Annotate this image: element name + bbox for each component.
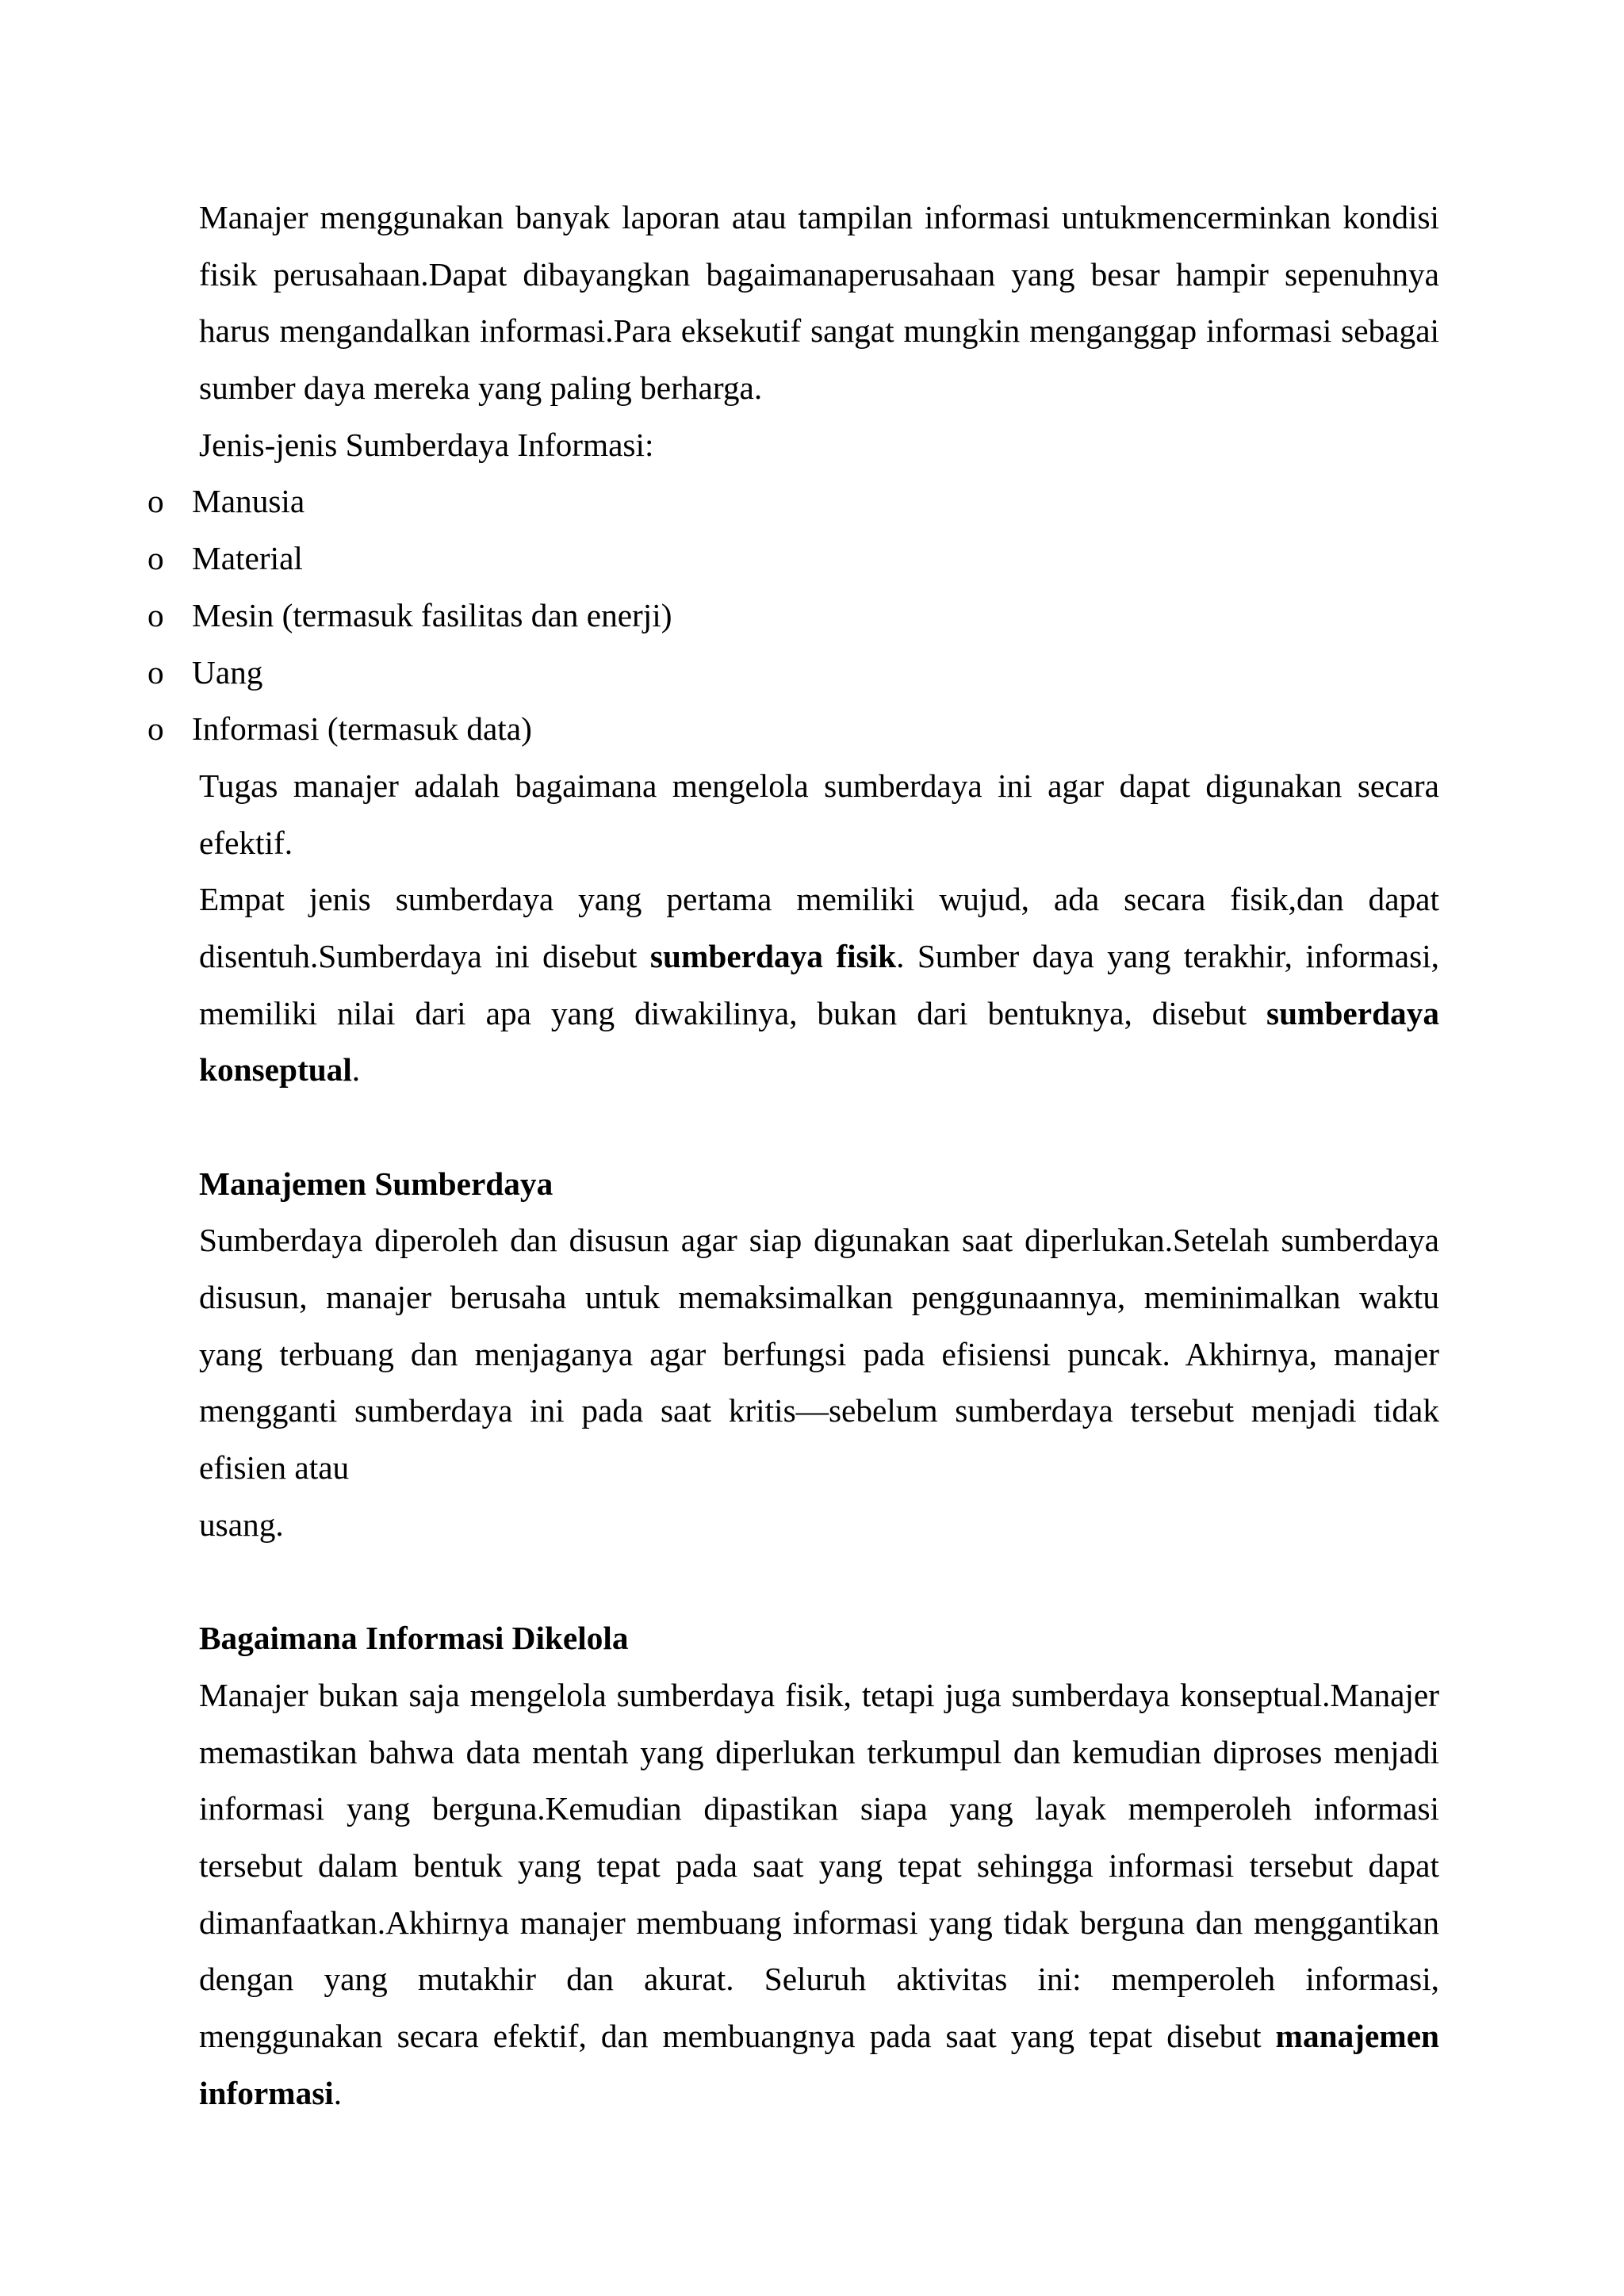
paragraph-line [199,985,1439,1043]
paragraph-line: usang. [199,1506,284,1543]
resource-type-list [147,473,1439,757]
paragraph-line [199,1042,1439,1099]
list-item [147,473,1439,530]
line-text: . [351,1051,361,1089]
paragraph-line [199,928,1439,985]
bold-term: sumberdaya fisik [649,937,897,974]
line-text: . [333,2074,343,2111]
paragraph-line: sumber daya mereka yang paling berharga. [199,369,763,407]
paragraph-line: memastikan bahwa data mentah yang diperlukan terkumpul dan kemudian diproses menjadi [199,1733,1439,1770]
list-bullet: o [147,653,164,691]
paragraph-line [199,2065,1439,2122]
list-item [147,587,1439,645]
paragraph-line: fisik perusahaan.Dapat dibayangkan bagaimanaperusahaan yang besar hampir sepenuhnya [199,255,1439,293]
resource-management-section [199,1156,1439,1554]
list-item-label: Manusia [192,483,305,520]
paragraph-line: mengganti sumberdaya ini pada saat kritis—sebelum sumberdaya tersebut menjadi tidak [199,1392,1439,1429]
bold-term: manajemen [1275,2018,1439,2054]
list-bullet: o [147,540,164,577]
intro-paragraph [199,189,1439,417]
bold-term: konseptual [199,1051,352,1089]
bold-term: informasi [199,2074,334,2111]
list-item [147,530,1439,587]
paragraph-line [199,2008,1439,2065]
information-management-section [199,1610,1439,2122]
paragraph-line: informasi yang berguna.Kemudian dipastikan siapa yang layak memperoleh informasi [199,1790,1439,1827]
paragraph-line: Sumberdaya diperoleh dan disusun agar siap digunakan saat diperlukan.Setelah sumberdaya [199,1222,1439,1259]
document-body [147,189,1439,2122]
section-heading: Bagaimana Informasi Dikelola [199,1620,629,1657]
list-item-label: Material [192,540,303,577]
paragraph-line: yang terbuang dan menjaganya agar berfungsi pada efisiensi puncak. Akhirnya, manajer [199,1335,1439,1372]
list-item-label: Uang [192,653,263,691]
line-text: memiliki nilai dari apa yang diwakilinya, bukan dari bentuknya, disebut [199,994,1267,1031]
line-text: menggunakan secara efektif, dan membuangnya pada saat yang tepat disebut [199,2018,1276,2054]
list-bullet: o [147,710,164,748]
list-item [147,645,1439,702]
bold-term: sumberdaya [1266,994,1439,1031]
paragraph-line: Manajer menggunakan banyak laporan atau tampilan informasi untukmencerminkan kondisi [199,199,1439,235]
physical-conceptual-paragraph [199,871,1439,1099]
list-bullet: o [147,596,164,633]
line-text: . Sumber daya yang terakhir, informasi, [896,937,1439,974]
list-item-label: Mesin (termasuk fasilitas dan enerji) [192,596,672,633]
paragraph-line: efisien atau [199,1449,350,1487]
list-title: Jenis-jenis Sumberdaya Informasi: [199,426,654,463]
manager-task-paragraph [199,758,1439,871]
paragraph-line: Tugas manajer adalah bagaimana mengelola sumberdaya ini agar dapat digunakan secara [199,767,1439,804]
paragraph-line: Manajer bukan saja mengelola sumberdaya fisik, tetapi juga sumberdaya konseptual.Manajer [199,1676,1439,1713]
paragraph-line: harus mengandalkan informasi.Para eksekutif sangat mungkin menganggap informasi sebagai [199,312,1439,350]
list-item-label: Informasi (termasuk data) [192,710,532,748]
blank-line [199,1099,1439,1156]
line-text: disentuh.Sumberdaya ini disebut [199,937,650,974]
paragraph-line: efektif. [199,824,293,861]
blank-line [199,1554,1439,1611]
paragraph-line: tersebut dalam bentuk yang tepat pada saat yang tepat sehingga informasi tersebut dapat [199,1846,1439,1884]
section-heading: Manajemen Sumberdaya [199,1165,553,1202]
paragraph-line: disusun, manajer berusaha untuk memaksimalkan penggunaannya, meminimalkan waktu [199,1279,1439,1316]
list-item [147,701,1439,758]
list-bullet: o [147,483,164,520]
paragraph-line: dimanfaatkan.Akhirnya manajer membuang informasi yang tidak berguna dan menggantikan [199,1904,1439,1941]
paragraph-line: Empat jenis sumberdaya yang pertama memiliki wujud, ada secara fisik,dan dapat [199,881,1439,918]
paragraph-line: dengan yang mutakhir dan akurat. Seluruh aktivitas ini: memperoleh informasi, [199,1961,1439,1998]
